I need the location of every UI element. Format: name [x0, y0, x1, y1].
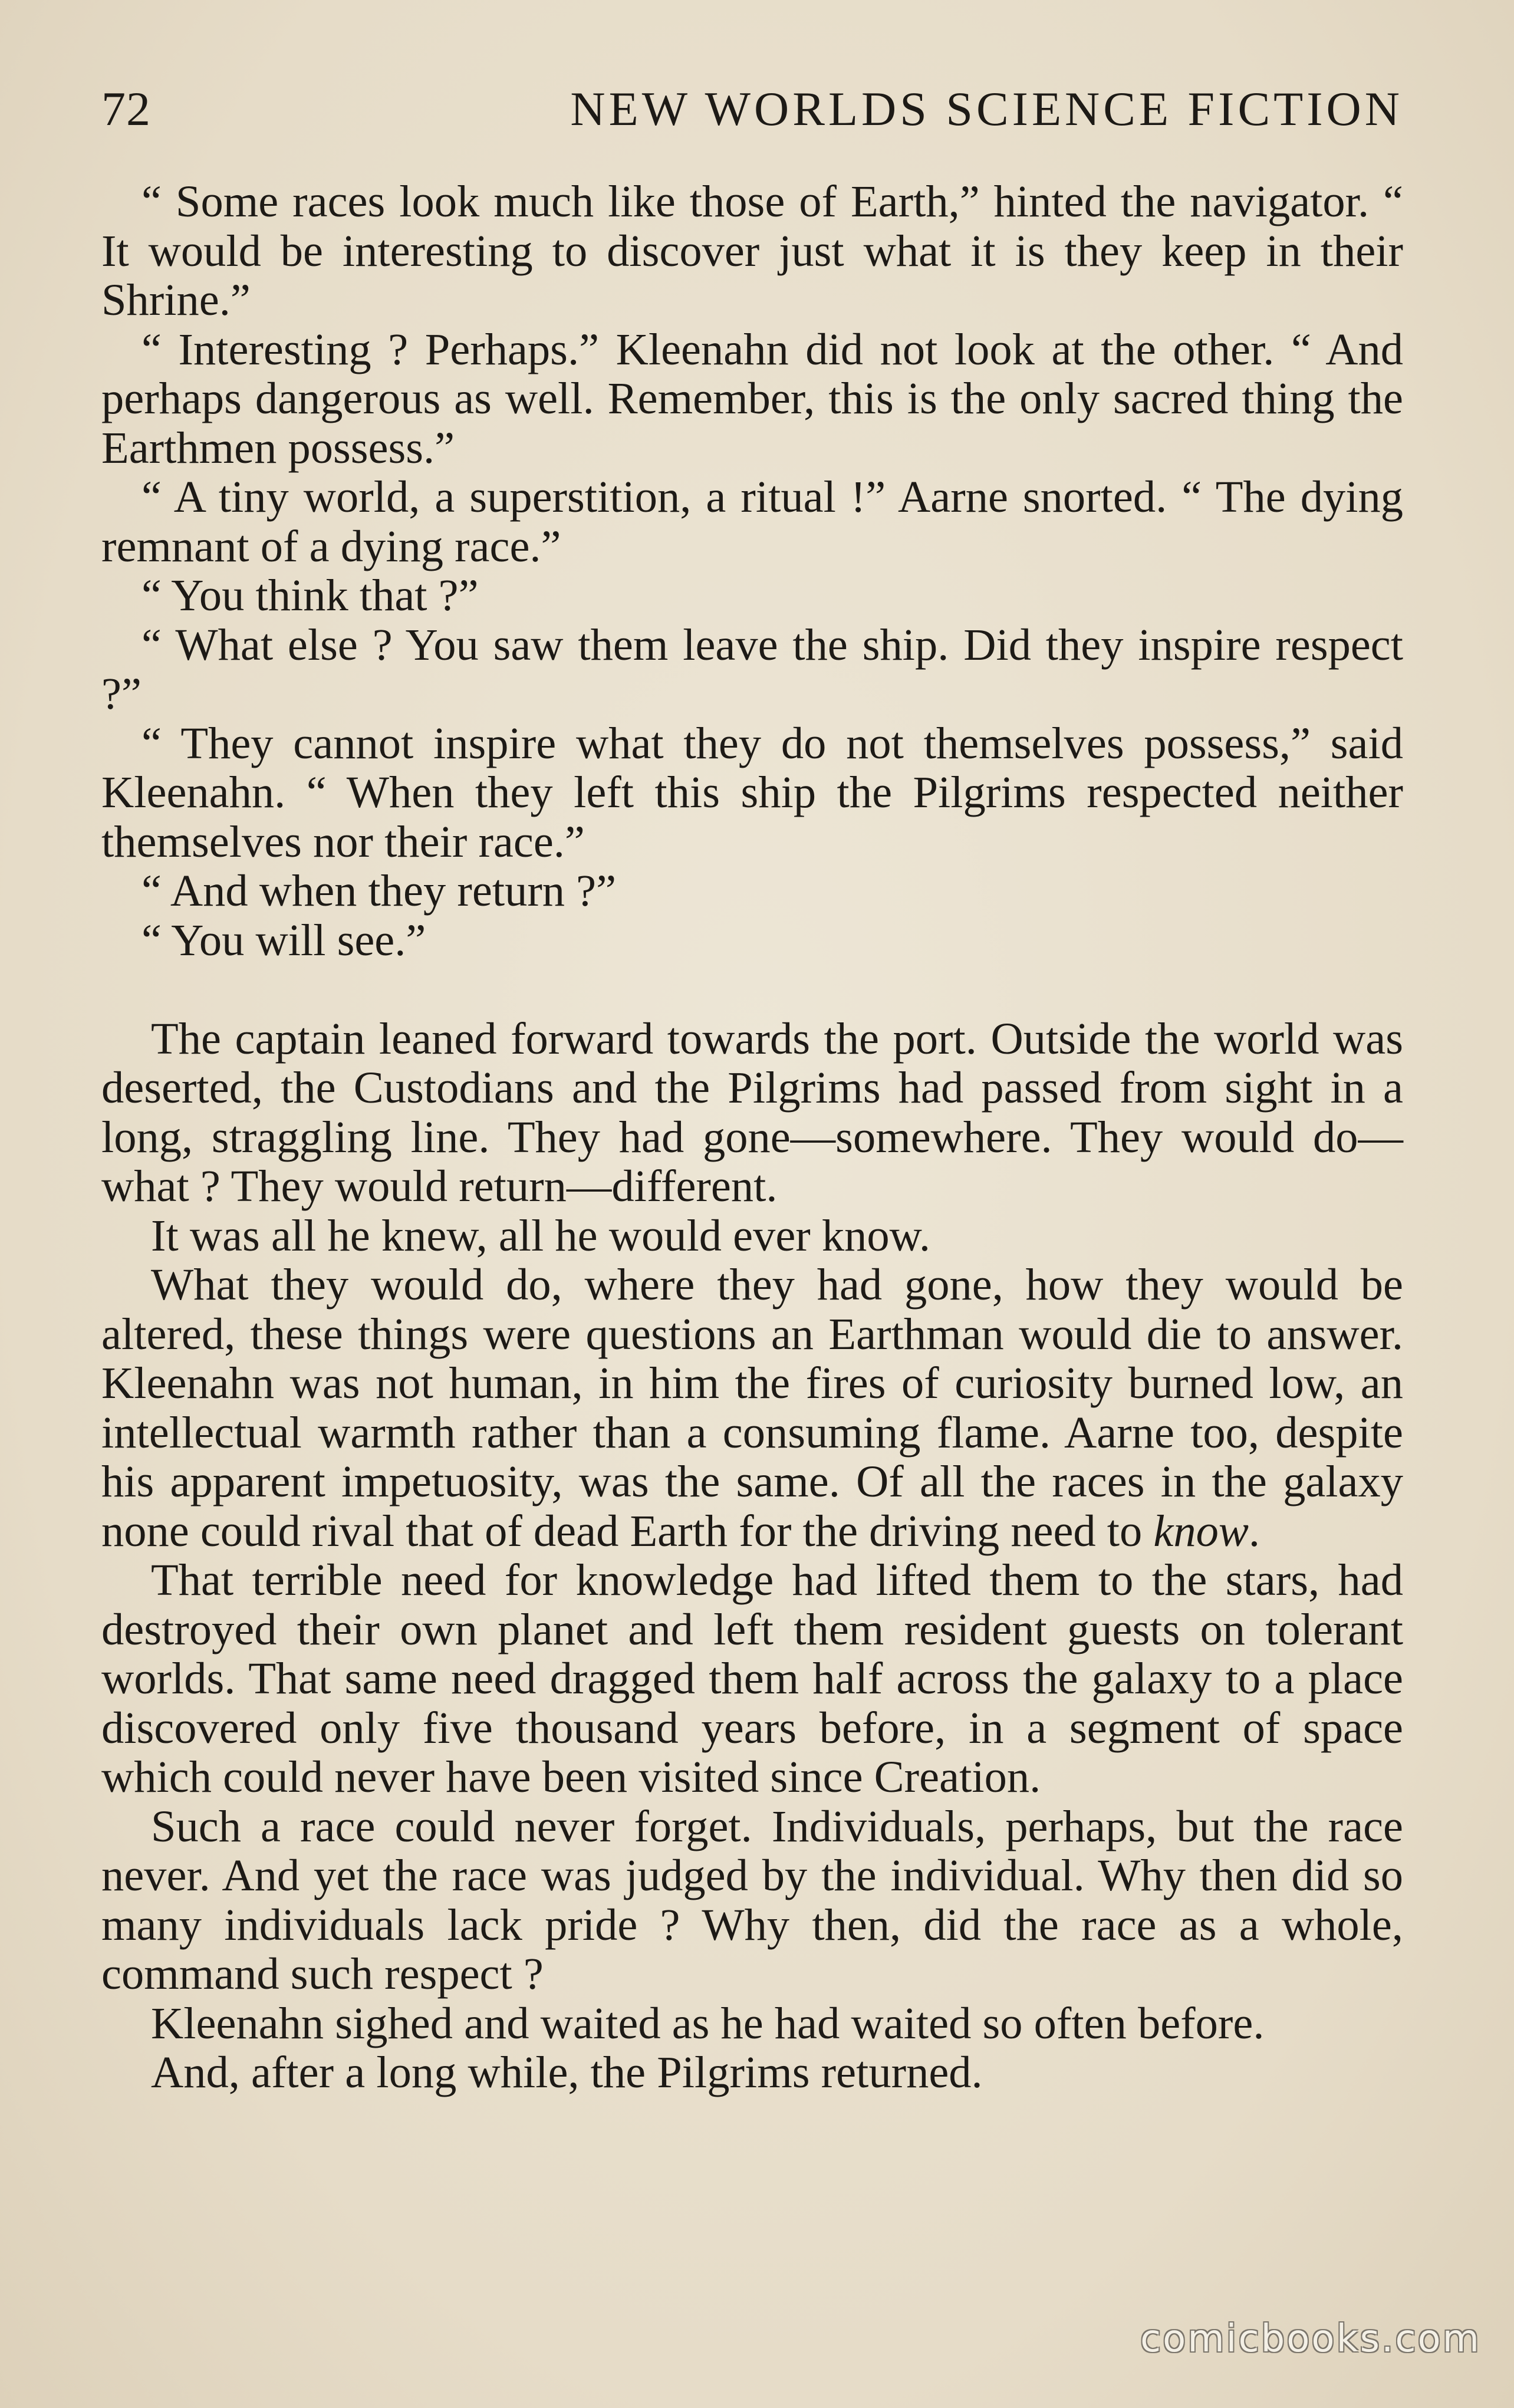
dialogue-paragraph: “ Interesting ? Perhaps.” Kleenahn did not look at the other. “ And perhaps dangerous as well. Remember, this is the only sacred thing the Earthmen possess.” — [101, 324, 1403, 473]
running-title: NEW WORLDS SCIENCE FICTION — [570, 82, 1403, 136]
dialogue-paragraph: “ A tiny world, a superstition, a ritual !” Aarne snorted. “ The dying remnant of a dying race.” — [101, 472, 1403, 571]
narrative-paragraph: Such a race could never forget. Individuals, perhaps, but the race never. And yet the race was judged by the individual. Why then did so many individuals lack pride ? Why then, did the race as a whole, command such respect ? — [101, 1801, 1403, 1999]
narrative-paragraph — [101, 1260, 1403, 1555]
dialogue-paragraph: “ What else ? You saw them leave the ship. Did they inspire respect ?” — [101, 619, 1403, 719]
dialogue-paragraph: “ And when they return ?” — [141, 866, 617, 916]
section-break — [101, 965, 1403, 1014]
watermark: comicbooks.com — [1140, 2317, 1481, 2361]
page-header — [101, 81, 1403, 146]
narrative-text: What they would do, where they had gone, how they would be altered, these things were questions an Earthman would die to answer. Kleenahn was not human, in him the fires of curiosity burned low, an intellectual warmth rather than a consuming flame. Aarne too, despite his apparent impetuosity, was the same. Of all the races in the galaxy none could rival that of dead Earth for the driving need to — [101, 1259, 1403, 1556]
page-number: 72 — [101, 82, 151, 136]
narrative-paragraph: It was all he knew, all he would ever know. — [151, 1210, 931, 1261]
narrative-paragraph: Kleenahn sighed and waited as he had waited so often before. — [151, 1998, 1265, 2048]
emphasized-word: know — [1153, 1505, 1249, 1556]
dialogue-paragraph: “ They cannot inspire what they do not themselves possess,” said Kleenahn. “ When they left this ship the Pilgrims respected neither themselves nor their race.” — [101, 718, 1403, 867]
story-text — [101, 177, 1403, 2097]
dialogue-paragraph: “ You think that ?” — [141, 570, 479, 620]
narrative-paragraph: The captain leaned forward towards the port. Outside the world was deserted, the Custodians and the Pilgrims had passed from sight in a long, straggling line. They had gone—somewhere. They would do—what ? They would return—different. — [101, 1013, 1403, 1211]
narrative-paragraph: That terrible need for knowledge had lifted them to the stars, had destroyed their own planet and left them resident guests on tolerant worlds. That same need dragged them half across the galaxy to a place discovered only five thousand years before, in a segment of space which could never have been visited since Creation. — [101, 1555, 1403, 1802]
dialogue-paragraph: “ You will see.” — [141, 914, 426, 965]
dialogue-paragraph: “ Some races look much like those of Earth,” hinted the navigator. “ It would be interesting to discover just what it is they keep in their Shrine.” — [101, 176, 1403, 325]
narrative-paragraph: And, after a long while, the Pilgrims returned. — [151, 2047, 983, 2097]
sentence-end: . — [1248, 1505, 1260, 1556]
